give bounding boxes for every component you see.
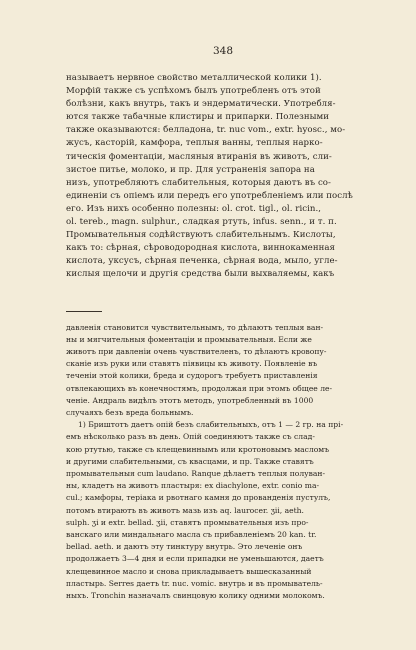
- footnote-line: давленія становится чувствительнымъ, то дѣлаютъ теплыя ван-: [66, 322, 324, 332]
- main-text-line: называетъ нервное свойство металлической колики 1).: [66, 73, 322, 83]
- footnote-line: отвлекающихъ въ конечностямъ, продолжая при этомъ общее ле-: [66, 383, 333, 393]
- footnote-line: случаяхъ безъ вреда больнымъ.: [66, 407, 194, 417]
- footnote-line: ныхъ. Tronchin назначалъ свинцовую колику одними молокомъ.: [66, 590, 325, 600]
- main-text-line: низъ, употребляютъ слабительныя, которыя даютъ въ со-: [66, 177, 331, 188]
- footnote-line: потомъ втираютъ въ животъ мазь изъ aq. laurocer. ʒii, aeth.: [66, 505, 304, 515]
- main-text-line: ol. tereb., magn. sulphur., сладкая ртуть, infus. senn., и т. п.: [66, 217, 337, 228]
- footnote-line: bellad. aeth. и даютъ эту тинктуру внутрь. Это леченіе онъ: [66, 542, 303, 552]
- footnote-line: и другими слабительными, съ квасцами, и пр. Также ставятъ: [66, 456, 314, 466]
- main-text-line: жусъ, касторій, камфора, теплыя ванны, теплыя нарко-: [66, 138, 323, 149]
- main-text-line: кислота, уксусъ, сѣрная печенка, сѣрная вода, мыло, угле-: [66, 256, 338, 267]
- footnotes: [66, 322, 380, 603]
- main-text-line: также оказываются: белладона, tr. nuc vom., extr. hyosc., мо-: [66, 125, 346, 136]
- footnote-line: продолжаетъ 3—4 дня и если припадки не уменьшаются, даетъ: [66, 554, 324, 564]
- footnote-line: промывательныя cum laudano. Ranque дѣлаетъ теплыя полуван-: [66, 468, 326, 478]
- main-text-line: единеніи съ опіемъ или передъ его употребленіемъ или послѣ: [66, 190, 353, 201]
- main-text: [66, 72, 380, 282]
- main-text-line: Морфій также съ успѣхомъ былъ употребленъ отъ этой: [66, 86, 321, 97]
- footnote-line: пластырь. Serres даетъ tr. nuc. vomic. внутрь и въ промыватель-: [66, 578, 323, 588]
- main-text-line: болѣзни, какъ внутрь, такъ и эндерматически. Употребля-: [66, 99, 336, 110]
- footnote-line: ченіе. Андраль видѣлъ этотъ методъ, употребленный въ 1000: [66, 395, 314, 405]
- footnote-line: клещевинное масло и снова прикладываетъ вышесказанный: [66, 566, 312, 576]
- main-text-line: зистое питье, молоко, и пр. Для устраненія запора на: [66, 164, 315, 175]
- footnote-line: животъ при давленіи очень чувствителенъ, то дѣлаютъ кровопу-: [66, 346, 327, 356]
- footnote-line: сканіе изъ руки или ставятъ піявицы къ животу. Появленіе въ: [66, 359, 318, 369]
- main-text-line: его. Изъ нихъ особенно полезны: ol. crot. tigl., ol. ricin.,: [66, 203, 322, 214]
- footnote-line: кою ртутью, также съ клещевиннымъ или кротоновымъ масломъ: [66, 444, 330, 454]
- page-number: 348: [212, 45, 234, 57]
- footnote-line: теченіи этой колики, бреда и судорогъ требуетъ приставленія: [66, 371, 318, 381]
- footnote-line: 1) Бриштотъ даетъ опій безъ слабительныхъ, отъ 1 — 2 гр. на прі-: [78, 420, 344, 430]
- main-text-line: кислыя щелочи и другія средства были выхваляемы, какъ: [66, 269, 335, 280]
- main-text-line: Промывательныя содѣйствуютъ слабительнымъ. Кислоты,: [66, 230, 336, 241]
- footnote-line: cul.; камфоры, теріака и рвотнаго камня до прованденія пустулъ,: [66, 493, 331, 503]
- footnote-divider: [66, 311, 102, 312]
- main-text-line: тическія фоментаціи, масляныя втиранія въ животъ, сли-: [66, 151, 332, 162]
- main-text-line: какъ то: сѣрная, сѣроводородная кислота, виннокаменная: [66, 243, 336, 254]
- footnote-line: емъ нѣсколько разъ въ день. Опій соединяютъ также съ слад-: [66, 432, 315, 442]
- footnote-line: ванскаго или миндальнаго масла съ прибавленіемъ 20 kan. tr.: [66, 529, 317, 539]
- main-text-line: ются также табачные клистиры и припарки. Полезными: [66, 112, 330, 123]
- footnote-line: ны и мягчительныя фоментаціи и промывательныя. Если же: [66, 334, 312, 344]
- footnote-line: sulph. ʒi и extr. bellad. ʒii, ставятъ промывательныя изъ про-: [66, 517, 309, 527]
- footnote-line: ны, кладетъ на животъ пластыря: ex diachylone, extr. conio ma-: [66, 481, 320, 491]
